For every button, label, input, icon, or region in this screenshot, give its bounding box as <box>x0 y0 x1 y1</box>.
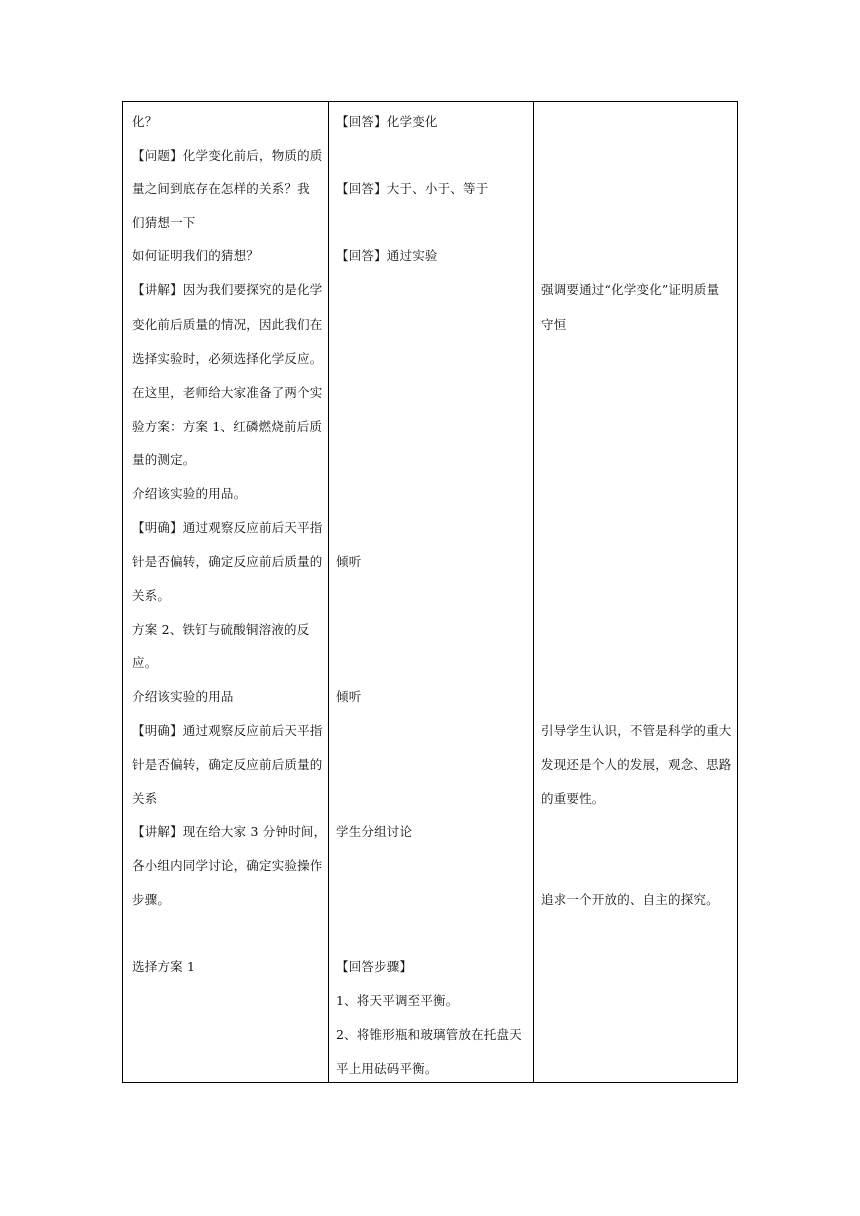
teacher-text-line: 量之间到底存在怎样的关系？我 <box>132 181 310 196</box>
teacher-text-line: 量的测定。 <box>132 452 196 467</box>
column-divider <box>328 102 329 1082</box>
teacher-text-line: 如何证明我们的猜想？ <box>132 248 260 263</box>
teacher-text-line: 应。 <box>132 655 158 670</box>
teacher-text-line: 针是否偏转，确定反应前后质量的 <box>132 757 323 772</box>
lesson-table <box>122 101 738 1083</box>
intent-text-line: 守恒 <box>541 317 567 332</box>
teacher-text-line: 步骤。 <box>132 892 171 907</box>
student-text-line: 【回答】通过实验 <box>336 248 438 263</box>
teacher-text-line: 介绍该实验的用品 <box>132 689 234 704</box>
teacher-text-line: 验方案：方案 1、红磷燃烧前后质 <box>132 419 323 434</box>
teacher-text-line: 关系。 <box>132 588 171 603</box>
student-text-line: 平上用砝码平衡。 <box>336 1061 438 1076</box>
teacher-text-line: 介绍该实验的用品。 <box>132 486 247 501</box>
teacher-text-line: 各小组内同学讨论，确定实验操作 <box>132 858 323 873</box>
teacher-text-line: 【问题】化学变化前后，物质的质 <box>132 148 323 163</box>
teacher-text-line: 针是否偏转，确定反应前后质量的 <box>132 554 323 569</box>
teacher-text-line: 【讲解】现在给大家 3 分钟时间， <box>132 824 327 839</box>
teacher-text-line: 选择实验时，必须选择化学反应。 <box>132 351 323 366</box>
teacher-text-line: 在这里，老师给大家准备了两个实 <box>132 385 323 400</box>
intent-text-line: 强调要通过“化学变化”证明质量 <box>541 282 720 297</box>
intent-text-line: 引导学生认识，不管是科学的重大 <box>541 723 732 738</box>
student-text-line: 1、将天平调至平衡。 <box>336 993 459 1008</box>
student-text-line: 【回答】大于、小于、等于 <box>336 181 489 196</box>
teacher-text-line: 【明确】通过观察反应前后天平指 <box>132 520 323 535</box>
intent-text-line: 发现还是个人的发展，观念、思路 <box>541 757 732 772</box>
teacher-text-line: 选择方案 1 <box>132 959 196 974</box>
student-text-line: 倾听 <box>336 554 362 569</box>
intent-text-line: 的重要性。 <box>541 791 605 806</box>
column-divider <box>533 102 534 1082</box>
teacher-text-line: 们猜想一下 <box>132 215 196 230</box>
teacher-text-line: 变化前后质量的情况，因此我们在 <box>132 317 323 332</box>
student-text-line: 【回答步骤】 <box>336 959 413 974</box>
student-text-line: 2、将锥形瓶和玻璃管放在托盘天 <box>336 1027 522 1042</box>
student-text-line: 学生分组讨论 <box>336 824 413 839</box>
intent-text-line: 追求一个开放的、自主的探究。 <box>541 892 719 907</box>
teacher-text-line: 【讲解】因为我们要探究的是化学 <box>132 282 323 297</box>
student-text-line: 倾听 <box>336 689 362 704</box>
teacher-text-line: 【明确】通过观察反应前后天平指 <box>132 723 323 738</box>
student-text-line: 【回答】化学变化 <box>336 114 438 129</box>
teacher-text-line: 方案 2、铁钉与硫酸铜溶液的反 <box>132 622 310 637</box>
teacher-text-line: 关系 <box>132 791 158 806</box>
teacher-text-line: 化？ <box>132 114 158 129</box>
